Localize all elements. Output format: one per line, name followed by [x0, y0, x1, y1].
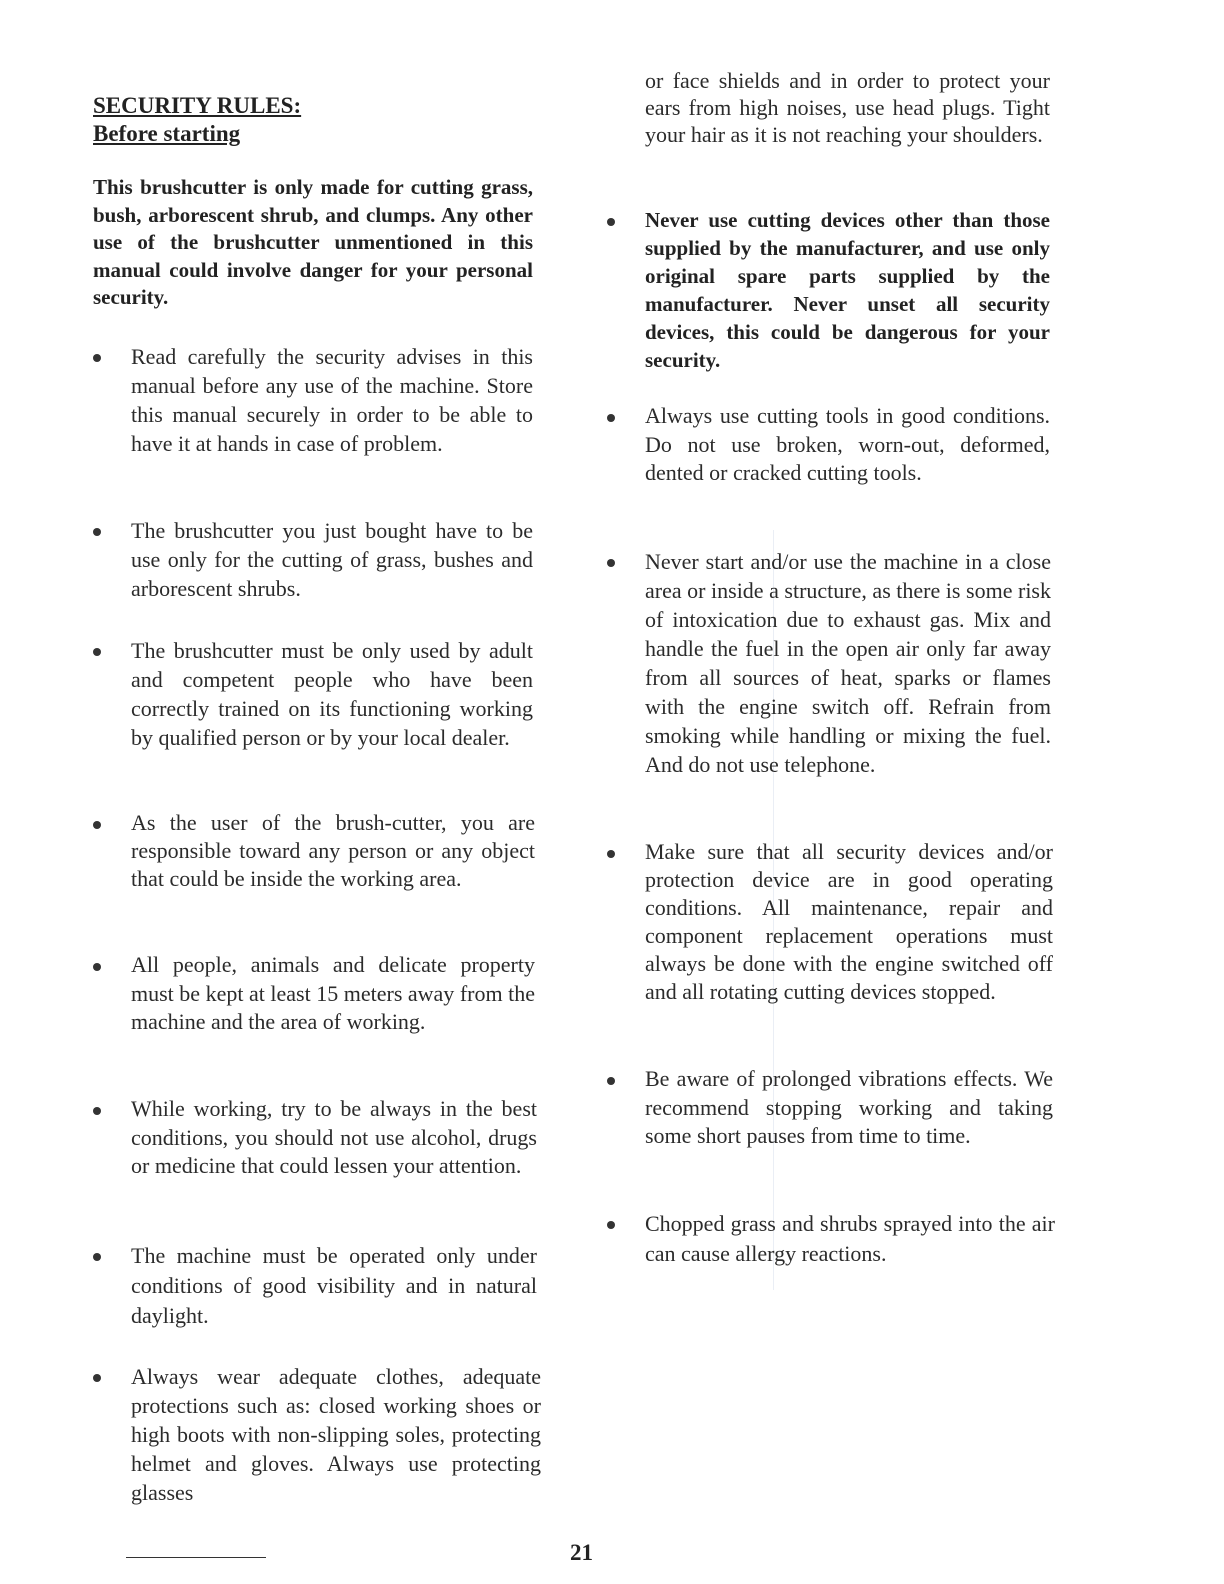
section-subheading: Before starting	[93, 121, 241, 146]
page-number: 21	[570, 1540, 593, 1565]
bullet-icon	[607, 559, 615, 567]
list-item	[93, 1241, 541, 1331]
list-item	[93, 951, 541, 1037]
bullet-icon	[93, 821, 101, 829]
bullet-text: While working, try to be always in the best conditions, you should not use alcohol, drugs or medicine that could lessen your attention.	[131, 1096, 537, 1178]
bullet-text: Always use cutting tools in good conditions. Do not use broken, worn-out, deformed, dented or cracked cutting tools.	[645, 403, 1050, 485]
bullet-icon	[607, 218, 615, 226]
list-item	[607, 838, 1055, 1006]
footer-rule	[126, 1557, 266, 1558]
bullet-icon	[93, 1253, 101, 1261]
bullet-text: Always wear adequate clothes, adequate protections such as: closed working shoes or high boots with non-slipping soles, protecting helmet and gloves. Always use protecting glasses	[131, 1364, 541, 1505]
bullet-text: Read carefully the security advises in this manual before any use of the machine. Store this manual securely in order to be able to have it at hands in case of problem.	[131, 344, 533, 456]
list-item	[93, 636, 541, 752]
bullet-text: Make sure that all security devices and/or protection device are in good operating conditions. All maintenance, repair and component replacement operations must always be done with the engine switched off and all rotating cutting devices stopped.	[645, 839, 1053, 1004]
bullet-text: The brushcutter you just bought have to be use only for the cutting of grass, bushes and arborescent shrubs.	[131, 518, 533, 601]
section-heading: SECURITY RULES:	[93, 93, 302, 118]
bullet-icon	[607, 1221, 615, 1229]
list-item	[607, 547, 1055, 779]
list-item	[607, 402, 1055, 488]
bullet-text: As the user of the brush-cutter, you are responsible toward any person or any object that could be inside the working area.	[131, 810, 535, 891]
continued-paragraph: or face shields and in order to protect your ears from high noises, use head plugs. Tight your hair as it is not reaching your shoulders.	[645, 68, 1050, 147]
bullet-text: The machine must be operated only under conditions of good visibility and in natural daylight.	[131, 1243, 537, 1328]
bullet-text: All people, animals and delicate property must be kept at least 15 meters away from the machine and the area of working.	[131, 952, 535, 1034]
bullet-text: Never use cutting devices other than those supplied by the manufacturer, and use only original spare parts supplied by the manufacturer. Never unset all security devices, this could be dangerous for your security.	[645, 208, 1050, 372]
bullet-icon	[607, 1077, 615, 1085]
bullet-text: Chopped grass and shrubs sprayed into the air can cause allergy reactions.	[645, 1211, 1055, 1266]
bullet-text: Never start and/or use the machine in a close area or inside a structure, as there is some risk of intoxication due to exhaust gas. Mix and handle the fuel in the open air only far away from all sources of heat, sparks or flames with the engine switch off. Refrain from smoking while handling or mixing the fuel. And do not use telephone.	[645, 549, 1051, 777]
list-item	[93, 1095, 541, 1181]
list-item	[607, 1065, 1055, 1151]
bullet-icon	[93, 1107, 101, 1115]
bullet-icon	[93, 1374, 101, 1382]
bullet-icon	[93, 354, 101, 362]
bullet-icon	[607, 850, 615, 858]
list-item	[93, 1362, 541, 1507]
intro-paragraph: This brushcutter is only made for cutting grass, bush, arborescent shrub, and clumps. Any other use of the brushcutter unmentioned in this manual could involve danger for your personal security.	[93, 175, 533, 309]
list-item	[93, 342, 541, 458]
bullet-text: The brushcutter must be only used by adult and competent people who have been correctly trained on its functioning working by qualified person or by your local dealer.	[131, 638, 533, 750]
bullet-text: Be aware of prolonged vibrations effects. We recommend stopping working and taking some short pauses from time to time.	[645, 1066, 1053, 1148]
list-item	[607, 1209, 1055, 1269]
list-item	[607, 206, 1055, 374]
list-item	[93, 809, 541, 893]
list-item	[93, 516, 541, 603]
bullet-icon	[607, 414, 615, 422]
bullet-icon	[93, 528, 101, 536]
bullet-icon	[93, 648, 101, 656]
bullet-icon	[93, 963, 101, 971]
